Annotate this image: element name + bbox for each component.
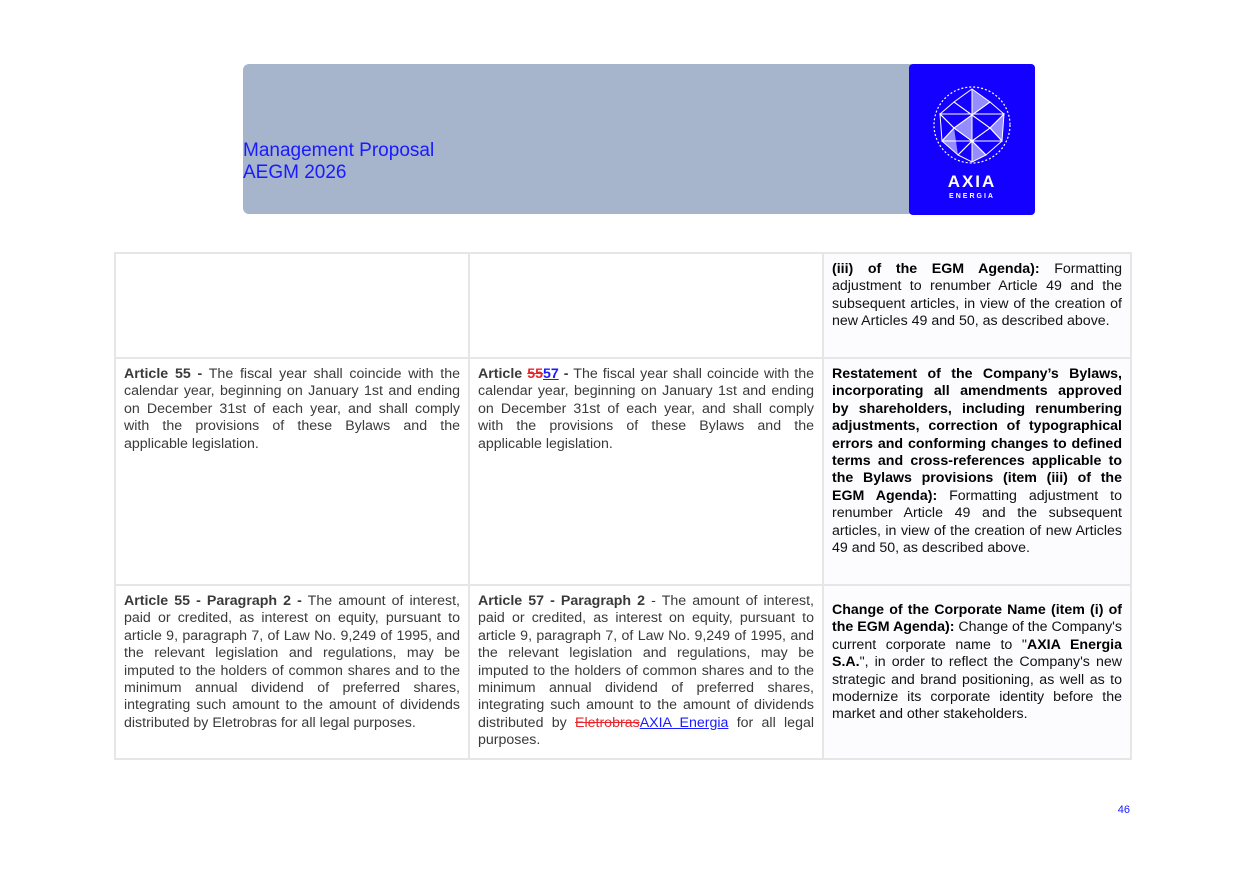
justification-cell <box>823 585 1131 759</box>
page-number: 46 <box>1117 804 1130 816</box>
article-text: The fiscal year shall coincide with the calendar year, beginning on January 1st and ending on December 31st of each year, and shall comply with the provisions of these Bylaws and the applicable legislation. <box>124 366 461 452</box>
article-heading: Article 55 - <box>124 366 203 382</box>
justification-heading: (iii) of the EGM Agenda): <box>832 261 1040 277</box>
article-heading-suffix: - <box>558 366 569 382</box>
deleted-company-name: Eletrobras <box>575 714 640 731</box>
bylaws-comparison-table <box>114 252 1132 760</box>
document-title <box>243 140 434 184</box>
logo-subtitle: ENERGIA <box>949 193 995 200</box>
deleted-article-number: 55 <box>527 366 543 382</box>
table-row <box>115 253 1131 358</box>
justification-heading: Restatement of the Company’s Bylaws, incorporating all amendments approved by shareholders, including renumbering adjustments, correction of typographical errors and conforming changes to defined terms and cross-references applicable to the Bylaws provisions (item (iii) of the EGM Agenda): <box>832 366 1122 504</box>
justification-cell <box>823 253 1131 358</box>
company-logo <box>909 64 1035 215</box>
new-corporate-name: AXIA Energia S.A. <box>832 636 1123 671</box>
article-heading: Article 57 - Paragraph 2 <box>478 593 646 609</box>
article-text: The amount of interest, paid or credited, as interest on equity, pursuant to article 9, paragraph 7, of Law No. 9,249 of 1995, and the relevant legislation and regulations, may be imputed to the holders of common shares and to the minimum annual dividend of preferred shares, integrating such amount to the amount of dividends distributed by Eletrobras for all legal purposes. <box>124 593 460 731</box>
globe-icon <box>931 84 1013 166</box>
title-line-2: AEGM 2026 <box>243 162 347 183</box>
justification-cell <box>823 358 1131 585</box>
justification-text: Formatting adjustment to renumber Article 49 and the subsequent articles, in view of the creation of new Articles 49 and 50, as described above. <box>832 261 1122 330</box>
logo-wordmark: AXIA <box>947 172 997 191</box>
proposed-text-cell <box>469 585 823 759</box>
article-heading: Article 55 - Paragraph 2 - <box>124 593 302 609</box>
current-text-cell <box>115 253 469 358</box>
article-text-tail: for all legal purposes. <box>478 714 814 749</box>
proposed-text-cell <box>469 253 823 358</box>
justification-text: Formatting adjustment to renumber Article 49 and the subsequent articles, in view of the creation of new Articles 49 and 50, as described above. <box>832 487 1122 557</box>
article-text: - The amount of interest, paid or credited, as interest on equity, pursuant to article 9, paragraph 7, of Law No. 9,249 of 1995, and the relevant legislation and regulations, may be imputed to the holders of common shares and to the minimum annual dividend of preferred shares, integrating such amount to the amount of dividends distributed by <box>478 593 815 731</box>
table-row <box>115 358 1131 585</box>
justification-text-tail: ", in order to reflect the Company's new strategic and brand positioning, as well as to modernize its corporate identity before the market and other stakeholders. <box>832 654 1122 723</box>
article-text: The fiscal year shall coincide with the calendar year, beginning on January 1st and ending on December 31st of each year, and shall comply with the provisions of these Bylaws and the applicable legislation. <box>478 366 815 452</box>
article-heading-prefix: Article <box>478 366 528 382</box>
inserted-company-name: AXIA Energia <box>639 714 729 731</box>
justification-text: Change of the Company's current corporate name to " <box>832 619 1122 653</box>
header-band <box>243 64 911 214</box>
table-row <box>115 585 1131 759</box>
current-text-cell <box>115 585 469 759</box>
inserted-article-number: 57 <box>542 366 559 382</box>
title-line-1: Management Proposal <box>243 140 435 161</box>
proposed-text-cell <box>469 358 823 585</box>
current-text-cell <box>115 358 469 585</box>
justification-heading: Change of the Corporate Name (item (i) of the EGM Agenda): <box>832 602 1122 636</box>
